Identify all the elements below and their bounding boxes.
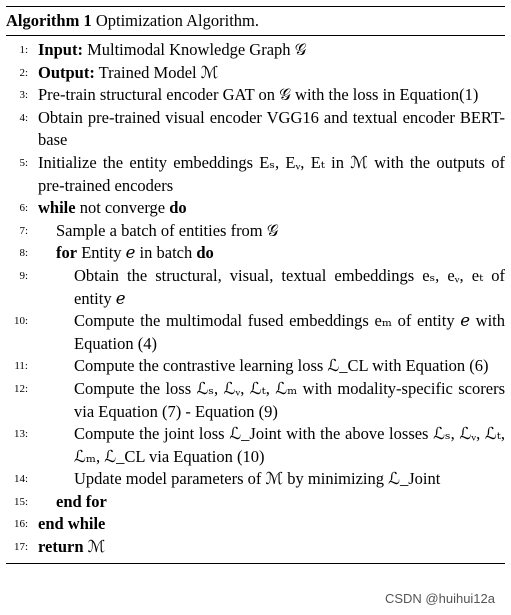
keyword: end for [56, 491, 107, 511]
line-number: 7: [19, 224, 28, 237]
algorithm-line [6, 84, 505, 107]
algorithm-line [6, 242, 505, 265]
keyword: end while [38, 514, 106, 534]
line-content [38, 152, 505, 197]
algorithm-line [6, 197, 505, 220]
line-text: Sample a batch of entities from 𝒢 [56, 220, 279, 240]
algorithm-line [6, 152, 505, 197]
algorithm-line [6, 220, 505, 243]
algorithm-line [6, 423, 505, 468]
line-number: 4: [19, 111, 28, 124]
line-content [74, 310, 505, 355]
line-number: 1: [19, 44, 28, 56]
line-number: 11: [14, 360, 28, 373]
algorithm-label: Algorithm 1 [6, 11, 92, 30]
line-text: Compute the contrastive learning loss ℒ_CL with Equation (6) [74, 356, 489, 376]
algorithm-line [6, 355, 505, 378]
keyword: do [196, 243, 214, 263]
keyword: Output: [38, 62, 95, 82]
line-text: Entity 𝑒 in batch [77, 243, 197, 263]
line-content [56, 491, 505, 514]
line-content [56, 242, 505, 265]
keyword: do [169, 198, 187, 218]
line-text: Compute the loss ℒₛ, ℒᵥ, ℒₜ, ℒₘ with modality-specific scorers via Equation (7) - Equation (9) [74, 378, 505, 421]
line-number: 2: [19, 66, 28, 79]
line-number: 9: [19, 269, 28, 282]
bottom-rule [6, 563, 505, 564]
algorithm-title: Optimization Algorithm. [95, 11, 259, 30]
line-text: Obtain pre-trained visual encoder VGG16 and textual encoder BERT-base [38, 107, 505, 150]
line-content [74, 378, 505, 423]
line-content [74, 355, 505, 378]
line-number: 3: [19, 89, 28, 102]
line-text: Pre-train structural encoder GAT on 𝒢 with the loss in Equation(1) [38, 85, 479, 105]
line-content [38, 39, 505, 62]
keyword: while [38, 198, 76, 218]
algorithm-line [6, 378, 505, 423]
algorithm-line [6, 39, 505, 62]
line-number: 14: [13, 473, 28, 486]
line-text: Multimodal Knowledge Graph 𝒢 [82, 40, 307, 59]
line-text: Obtain the structural, visual, textual embeddings eₛ, eᵥ, eₜ of entity 𝑒 [74, 265, 505, 308]
line-content [38, 513, 505, 536]
line-content [38, 84, 505, 107]
algorithm-line [6, 107, 505, 152]
algorithm-block [6, 6, 505, 564]
keyword: Input: [38, 40, 83, 59]
line-content [74, 423, 505, 468]
line-content [38, 107, 505, 152]
line-content [56, 220, 505, 243]
line-content [38, 197, 505, 220]
algorithm-line [6, 468, 505, 491]
line-content [38, 536, 505, 559]
algorithm-body [6, 36, 505, 559]
line-content [38, 62, 505, 85]
line-number: 8: [19, 247, 28, 260]
algorithm-line [6, 513, 505, 536]
line-text: Update model parameters of ℳ by minimizing ℒ_Joint [74, 469, 441, 489]
line-text: Initialize the entity embeddings Eₛ, Eᵥ, Eₜ in ℳ with the outputs of pre-trained encoders [38, 152, 505, 195]
line-number: 15: [13, 495, 28, 508]
keyword: return [38, 537, 84, 557]
algorithm-line [6, 310, 505, 355]
watermark: CSDN @huihui12a [384, 591, 495, 606]
algorithm-line [6, 536, 505, 559]
algorithm-line [6, 62, 505, 85]
algorithm-line [6, 265, 505, 310]
line-text: Compute the multimodal fused embeddings eₘ of entity 𝑒 with Equation (4) [74, 311, 505, 353]
line-number: 13: [13, 428, 28, 441]
line-text: Trained Model ℳ [94, 62, 219, 82]
algorithm-caption [6, 7, 505, 35]
algorithm-line [6, 491, 505, 514]
line-number: 16: [13, 518, 28, 531]
line-number: 12: [13, 382, 28, 395]
line-number: 6: [19, 202, 28, 215]
keyword: for [56, 243, 78, 263]
line-content [74, 265, 505, 310]
line-content [74, 468, 505, 491]
line-text: ℳ [83, 537, 106, 557]
line-number: 5: [19, 156, 28, 169]
line-number: 10: [13, 315, 28, 328]
line-text: Compute the joint loss ℒ_Joint with the above losses ℒₛ, ℒᵥ, ℒₜ, ℒₘ, ℒ_CL via Equation (10) [74, 424, 505, 466]
line-text: not converge [75, 198, 170, 218]
line-number: 17: [13, 541, 28, 554]
